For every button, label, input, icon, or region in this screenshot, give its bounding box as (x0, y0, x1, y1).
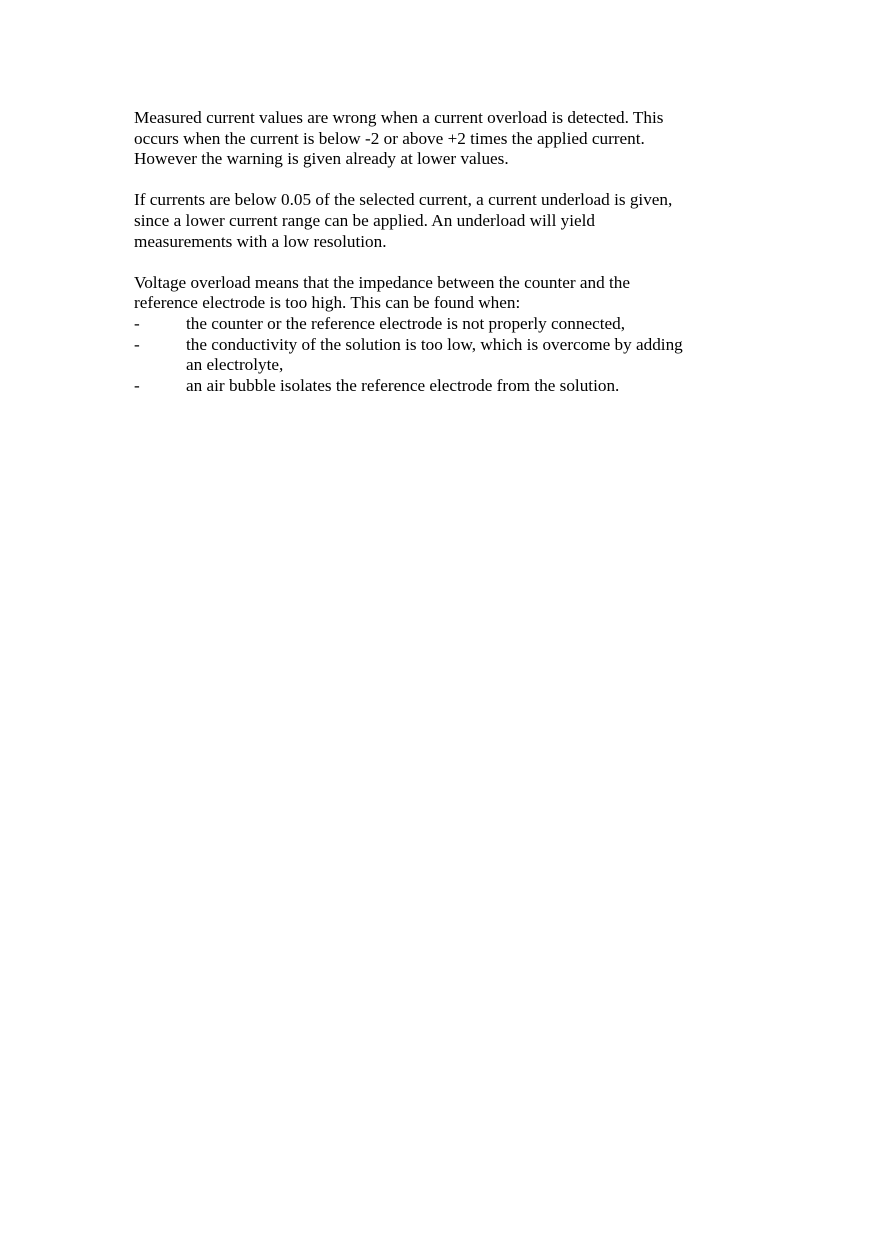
paragraph-line: reference electrode is too high. This can be found when: (134, 293, 521, 313)
list-item-text: the counter or the reference electrode is not properly connected, (186, 313, 626, 333)
list-item (134, 314, 734, 335)
paragraph-spacer (134, 252, 734, 273)
paragraph-line: However the warning is given already at lower values. (134, 149, 509, 169)
paragraph-line: Voltage overload means that the impedance between the counter and the (134, 272, 631, 292)
bullet-dash: - (134, 334, 140, 354)
list-item-text: the conductivity of the solution is too low, which is overcome by adding (186, 334, 683, 354)
list-item (134, 335, 734, 376)
list-item-text: an electrolyte, (186, 355, 284, 375)
paragraph-line: If currents are below 0.05 of the selected current, a current underload is given, (134, 190, 673, 210)
paragraph-line: Measured current values are wrong when a current overload is detected. This (134, 108, 664, 127)
paragraph-voltage-overload (134, 273, 734, 314)
list-item-text: an air bubble isolates the reference electrode from the solution. (186, 375, 620, 395)
paragraph-current-underload (134, 190, 734, 252)
paragraph-line: since a lower current range can be applied. An underload will yield (134, 210, 596, 230)
paragraph-line: occurs when the current is below -2 or above +2 times the applied current. (134, 128, 645, 148)
list-item (134, 376, 734, 397)
document-body (134, 108, 734, 396)
bullet-dash: - (134, 313, 140, 333)
bullet-dash: - (134, 375, 140, 395)
paragraph-current-overload (134, 108, 734, 170)
paragraph-line: measurements with a low resolution. (134, 231, 387, 251)
bullet-list (134, 314, 734, 396)
paragraph-spacer (134, 170, 734, 191)
